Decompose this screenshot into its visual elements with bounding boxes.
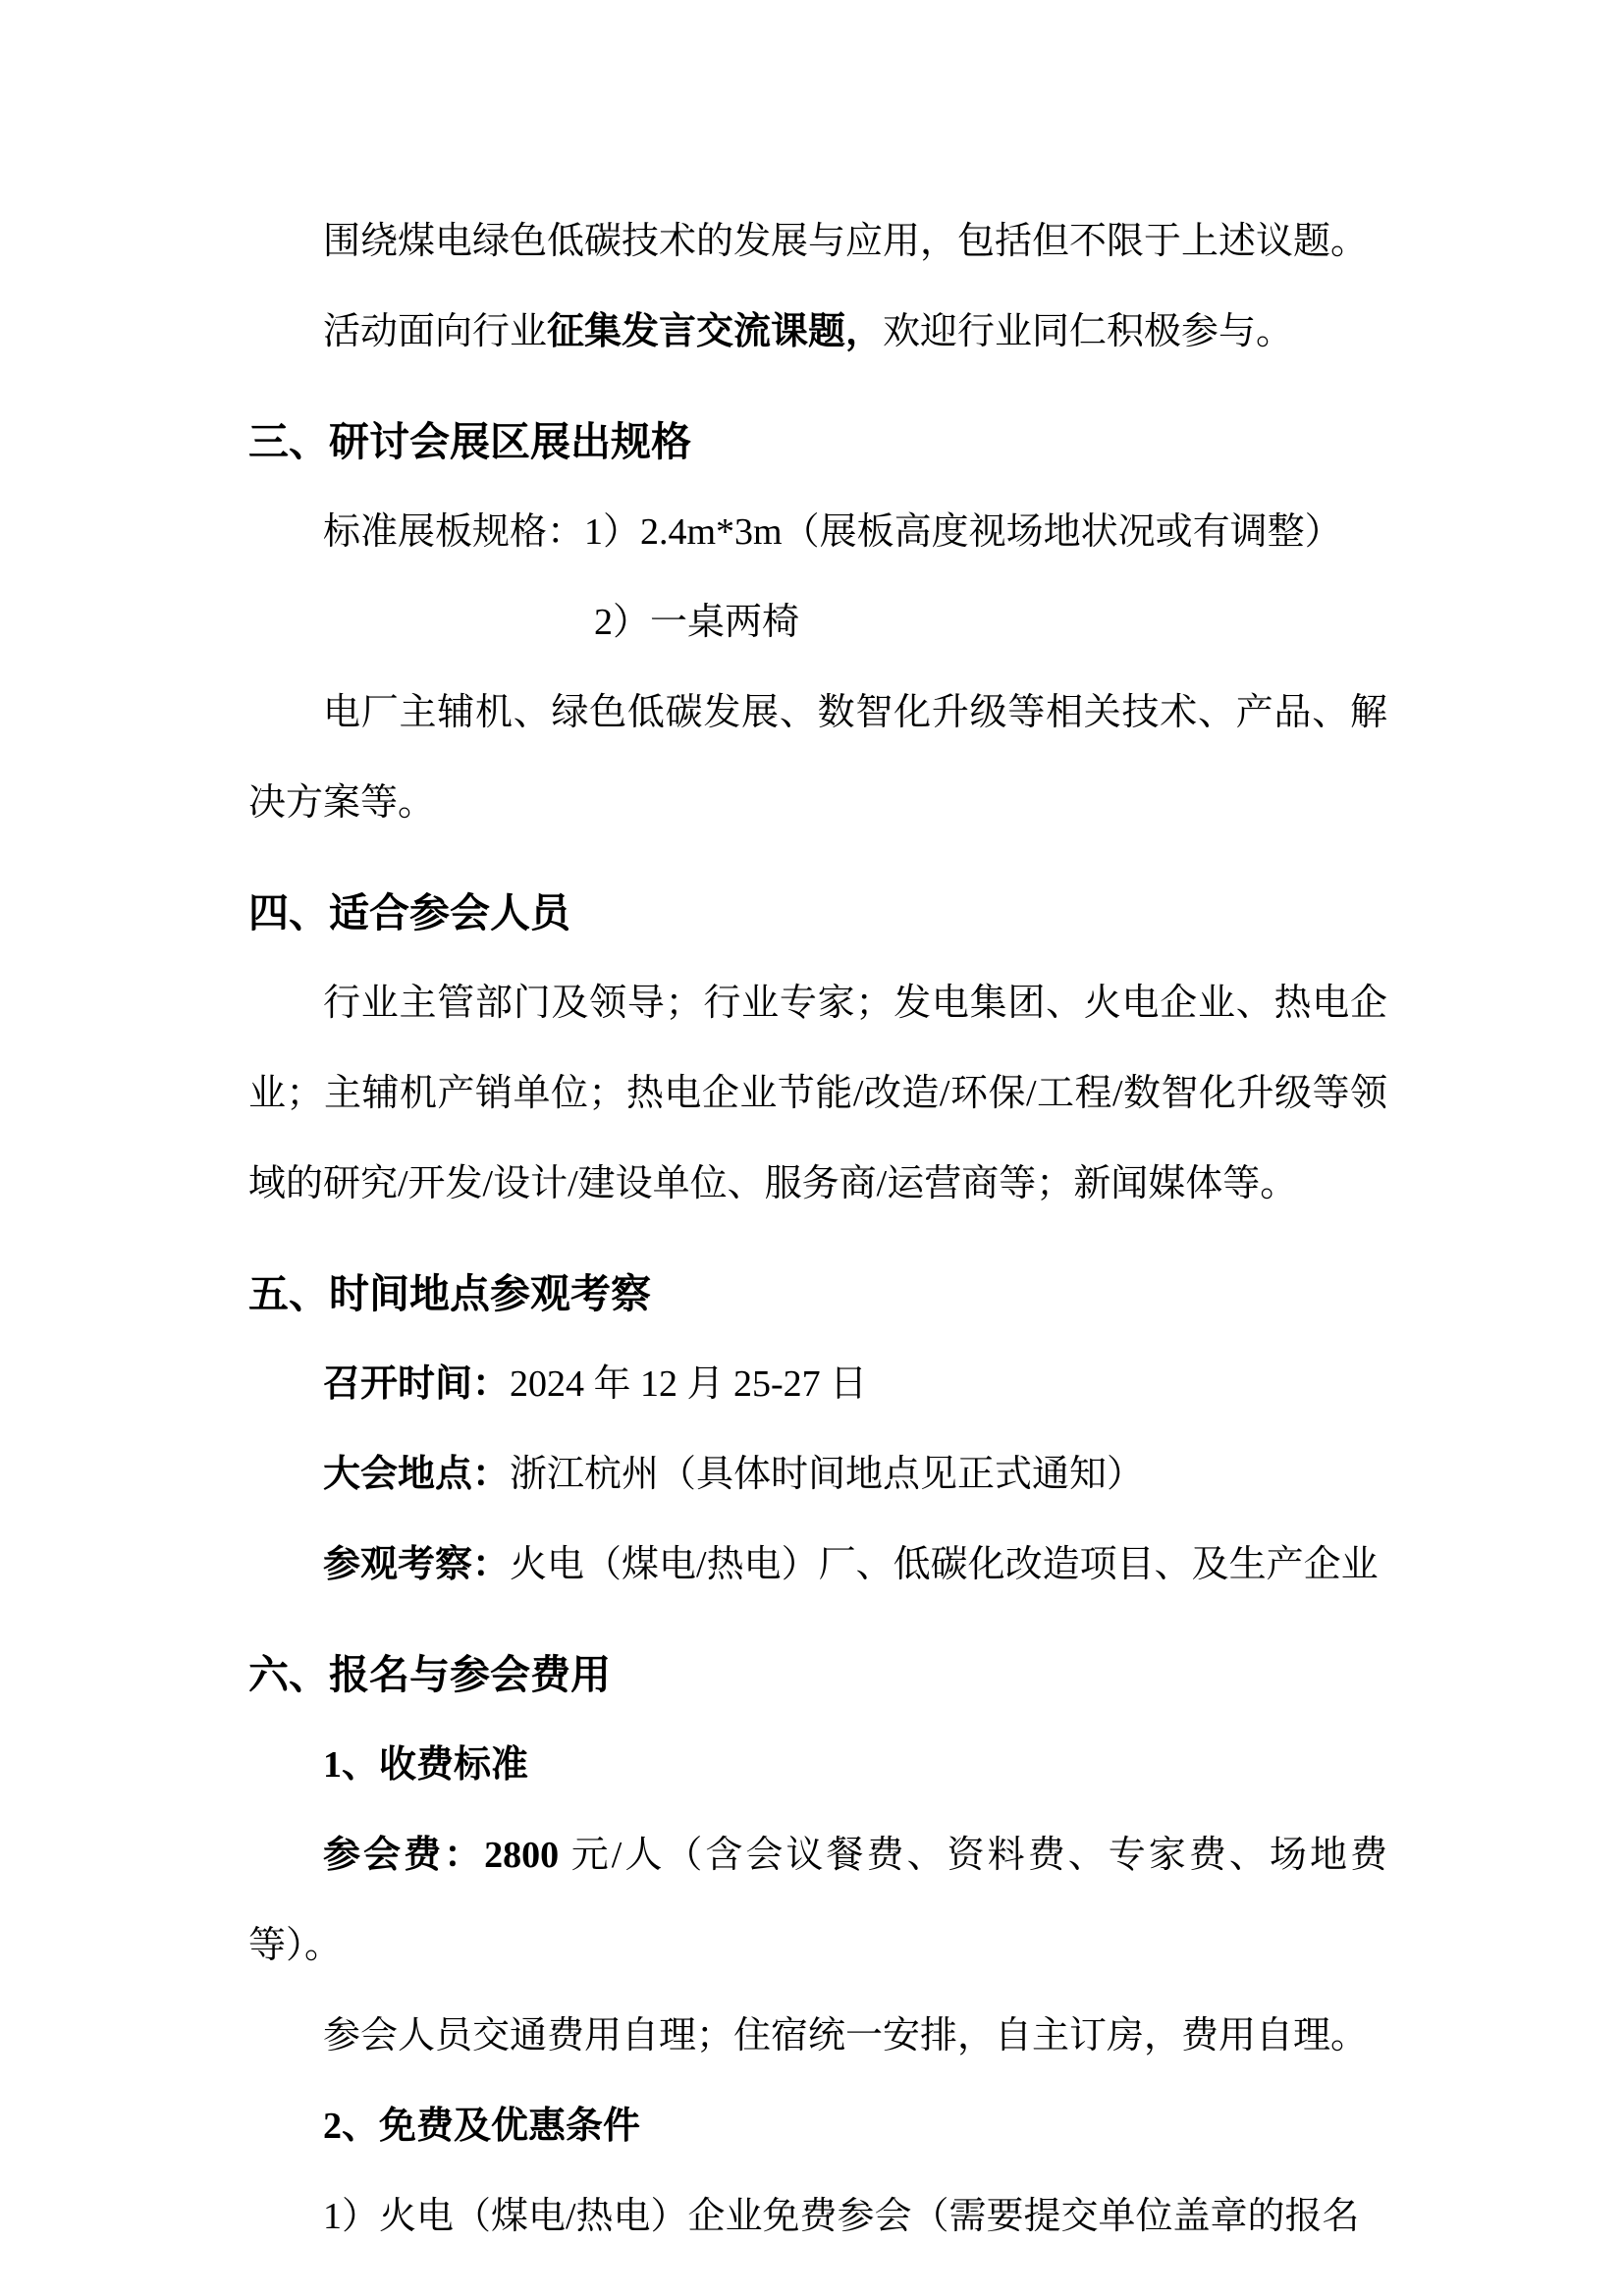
booth-spec-line1-text: 标准展板规格：1）2.4m*3m（展板高度视场地状况或有调整） <box>323 511 1342 553</box>
fee-detail: 元/人（含会议餐费、资料费、专家费、场地费等）。 <box>248 1835 1387 1966</box>
site-visit-value: 火电（煤电/热电）厂、低碳化改造项目、及生产企业 <box>510 1544 1379 1585</box>
site-visit-label: 参观考察： <box>323 1544 511 1585</box>
free-item-1-line <box>248 2171 1387 2262</box>
intro-paragraph-2 <box>248 287 1387 377</box>
section-5-heading: 五、时间地点参观考察 <box>248 1271 651 1316</box>
meeting-time-value: 2024 年 12 月 25-27 日 <box>510 1363 868 1405</box>
meeting-venue-value: 浙江杭州（具体时间地点见正式通知） <box>510 1454 1145 1495</box>
intro-line2-suffix: 欢迎行业同仁积极参与。 <box>883 311 1294 352</box>
audience-text: 行业主管部门及领导；行业专家；发电集团、火电企业、热电企业；主辅机产销单位；热电企业节能/改造/环保/工程/数智化升级等领域的研究/开发/设计/建设单位、服务商/运营商等；新闻媒体等。 <box>248 983 1387 1204</box>
meeting-venue-label: 大会地点： <box>323 1454 511 1495</box>
intro-line2-bold-run: 征集发言交流课题， <box>547 311 884 352</box>
exhibit-scope-paragraph <box>248 667 1387 848</box>
fee-line <box>248 1810 1387 1991</box>
fee-label: 参会费： <box>323 1835 485 1876</box>
exhibit-scope-text: 电厂主辅机、绿色低碳发展、数智化升级等相关技术、产品、解决方案等。 <box>248 692 1387 824</box>
audience-paragraph <box>248 958 1387 1229</box>
meeting-time-label: 召开时间： <box>323 1363 511 1405</box>
fee-note-text: 参会人员交通费用自理；住宿统一安排，自主订房，费用自理。 <box>323 2015 1369 2056</box>
booth-spec-line1 <box>248 487 1387 577</box>
fee-amount: 2800 <box>484 1835 560 1876</box>
intro-line2-prefix: 活动面向行业 <box>323 311 548 352</box>
fee-note-line <box>248 1991 1387 2081</box>
meeting-venue-line <box>248 1429 1387 1520</box>
site-visit-line <box>248 1520 1387 1610</box>
booth-spec-line2 <box>594 577 1387 667</box>
intro-line1-text: 围绕煤电绿色低碳技术的发展与应用，包括但不限于上述议题。 <box>323 221 1369 262</box>
intro-paragraph-1 <box>248 196 1387 287</box>
section-4-heading: 四、适合参会人员 <box>248 890 570 935</box>
section-3-heading: 三、研讨会展区展出规格 <box>248 419 691 464</box>
section-6-heading: 六、报名与参会费用 <box>248 1652 611 1697</box>
free-discount-subheading: 2、免费及优惠条件 <box>323 2106 641 2147</box>
fee-standard-subheading: 1、收费标准 <box>323 1744 529 1786</box>
meeting-time-line <box>248 1339 1387 1429</box>
free-item-1-text: 1）火电（煤电/热电）企业免费参会（需要提交单位盖章的报名 <box>323 2196 1360 2237</box>
booth-spec-line2-text: 2）一桌两椅 <box>594 602 800 643</box>
